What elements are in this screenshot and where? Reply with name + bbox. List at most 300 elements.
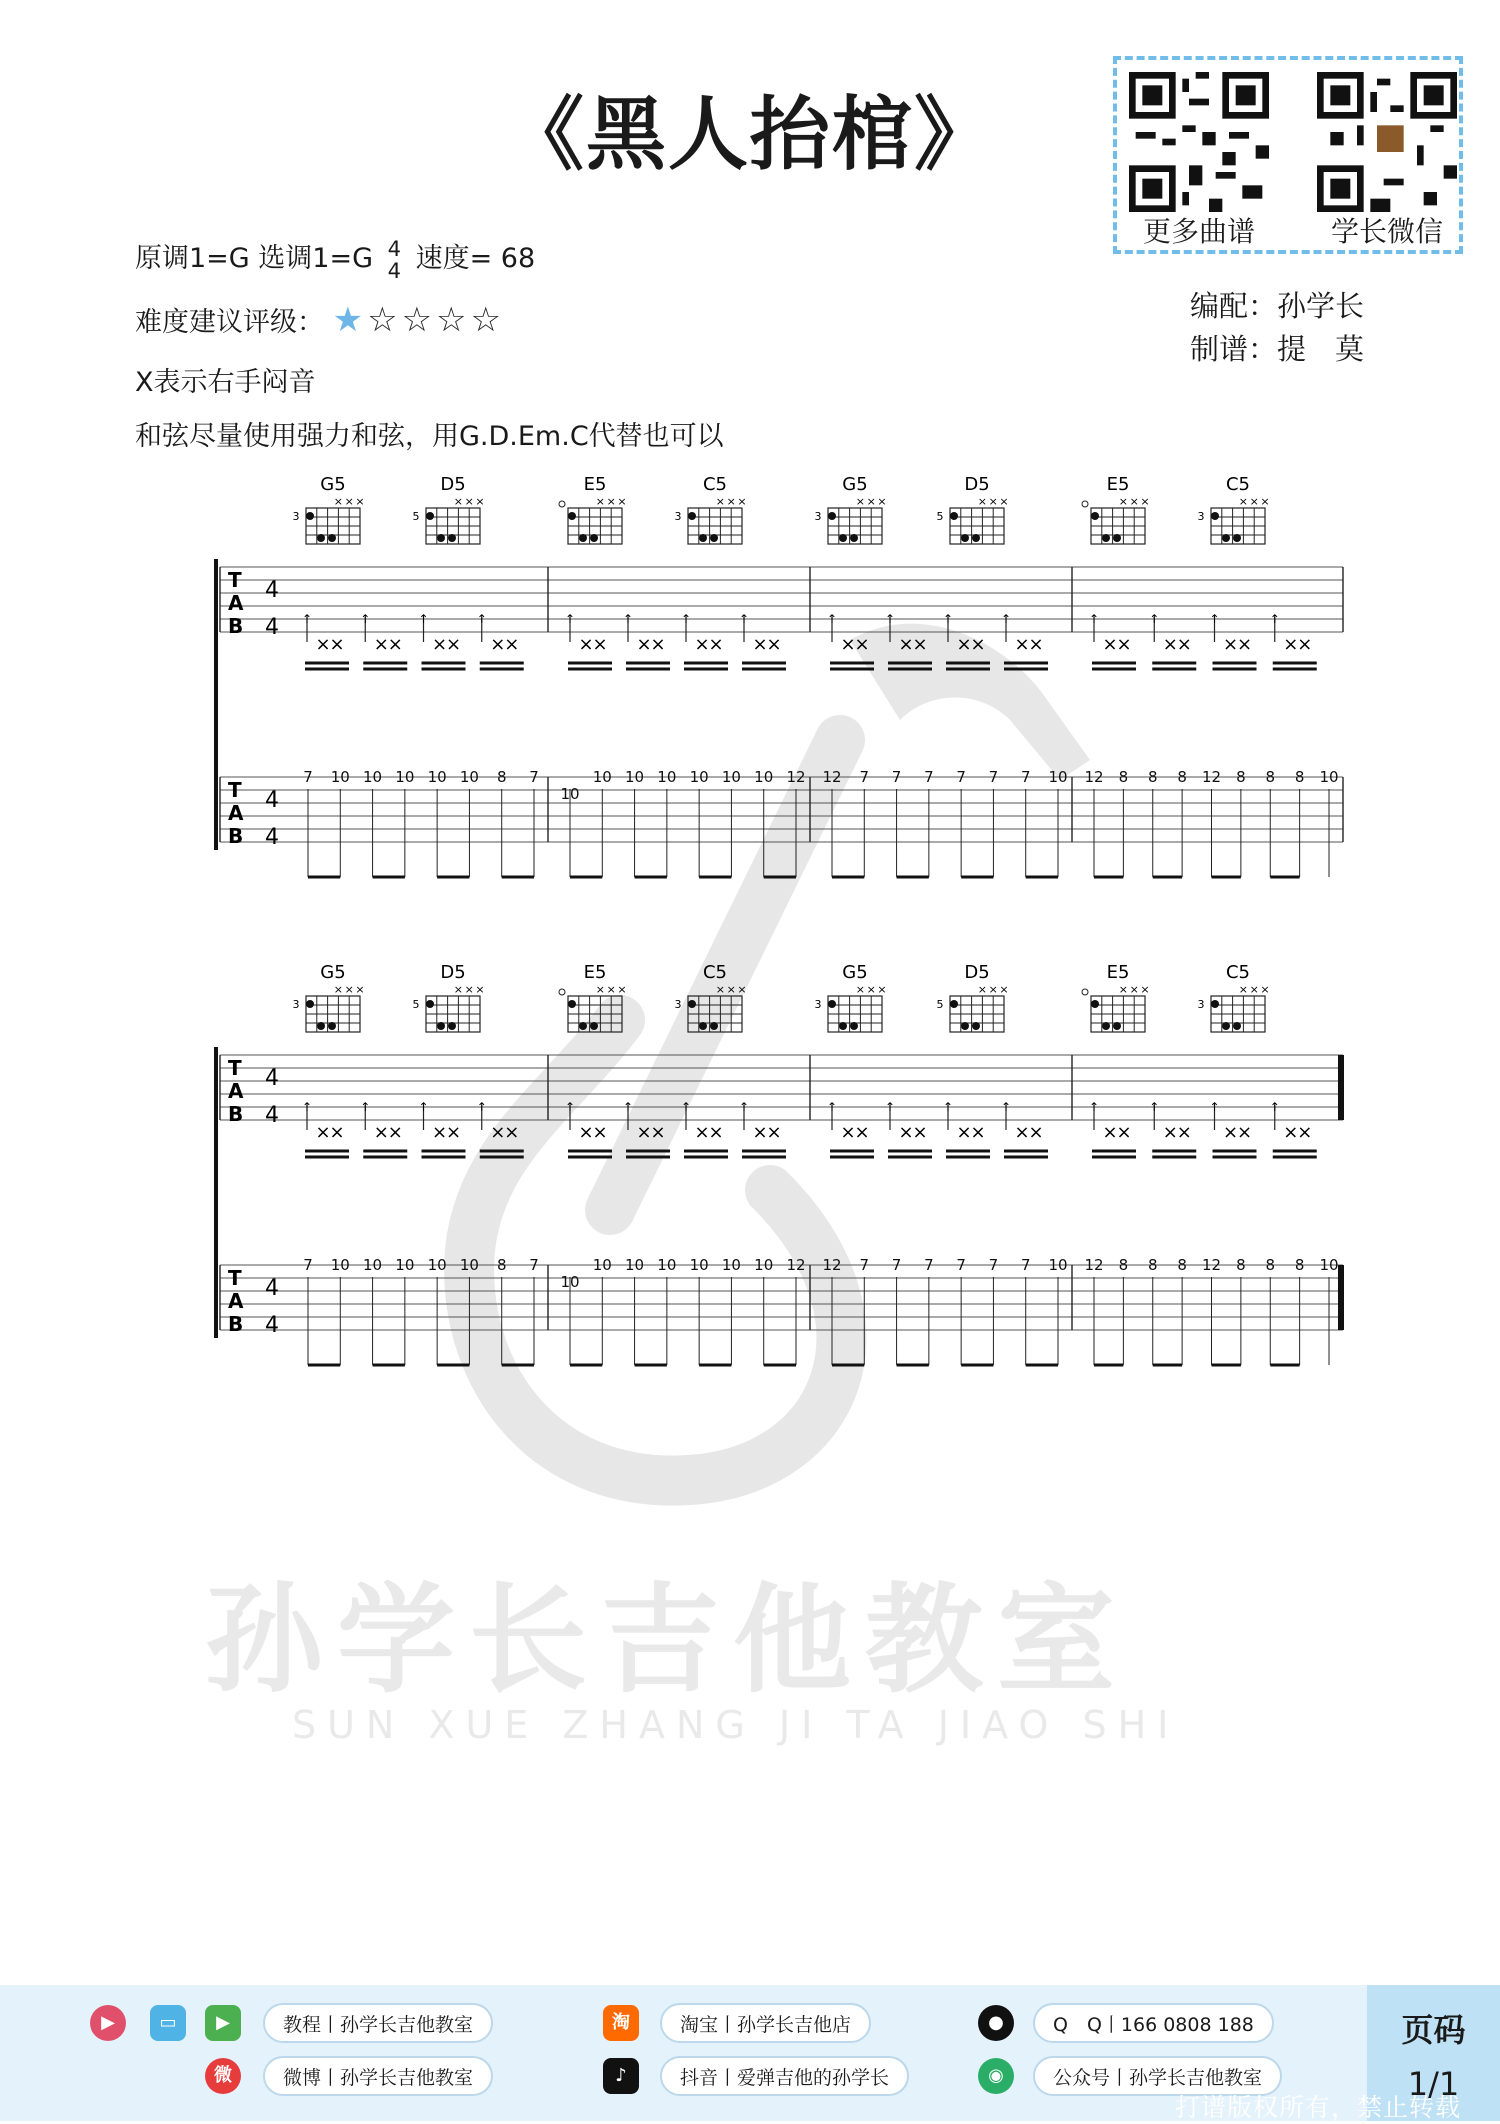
tab-fret-number: 10 bbox=[427, 768, 447, 786]
strum-arrow-icon: ↑ bbox=[301, 1100, 313, 1114]
tab-fret-number: 12 bbox=[1201, 768, 1222, 786]
arranger: 编配：孙学长 bbox=[1190, 289, 1365, 323]
chord-mute-mark: × bbox=[453, 495, 464, 508]
chord-position: 5 bbox=[936, 510, 944, 523]
chord-position: 3 bbox=[292, 998, 300, 1011]
chord-mute-mark: × bbox=[855, 983, 866, 996]
chord-position: 5 bbox=[936, 998, 944, 1011]
tab-fret-number: 10 bbox=[363, 1256, 383, 1274]
strum-arrow-icon: ↑ bbox=[1149, 612, 1160, 626]
tab-fret-number: 7 bbox=[529, 1256, 539, 1274]
chord-dot bbox=[839, 534, 847, 542]
tab-fret-number: 8 bbox=[1118, 768, 1129, 786]
chord-position: 3 bbox=[814, 998, 822, 1011]
chord-dot bbox=[317, 1022, 325, 1030]
chord-mute-mark: × bbox=[866, 495, 876, 508]
chord-dot bbox=[590, 534, 598, 542]
mute-mark: × bbox=[1014, 1122, 1030, 1143]
time-signature-number: 4 bbox=[265, 825, 279, 850]
mute-mark: × bbox=[650, 1122, 666, 1143]
mute-mark: × bbox=[1102, 634, 1118, 655]
chord-mute-mark: × bbox=[475, 495, 485, 508]
chord-position: 5 bbox=[412, 998, 420, 1011]
chord-mute-mark: × bbox=[1260, 495, 1270, 508]
chord-position: 3 bbox=[674, 998, 682, 1011]
chord-dot bbox=[1091, 1000, 1099, 1008]
chord-dot bbox=[850, 1022, 858, 1030]
chord-mute-mark: × bbox=[1129, 495, 1139, 508]
chord-position: 3 bbox=[292, 510, 300, 523]
strum-arrow-icon: ↑ bbox=[564, 612, 576, 626]
page-number: 1/1 bbox=[1407, 2065, 1460, 2103]
chord-mute-mark: × bbox=[988, 495, 998, 508]
chord-name: E5 bbox=[1106, 962, 1130, 983]
mute-mark: × bbox=[898, 634, 914, 655]
mute-mark: × bbox=[490, 1122, 506, 1143]
strum-arrow-icon: ↑ bbox=[1000, 1100, 1012, 1114]
star-empty-icon: ☆ bbox=[470, 300, 502, 340]
chord-dot bbox=[961, 1022, 969, 1030]
mute-mark: × bbox=[1162, 1122, 1178, 1143]
mute-mark: × bbox=[1222, 634, 1239, 655]
tab-fret-number: 7 bbox=[891, 1256, 902, 1274]
strum-arrow-icon: ↑ bbox=[826, 1100, 838, 1114]
mute-mark: × bbox=[708, 634, 724, 655]
tab-fret-number: 12 bbox=[822, 768, 842, 786]
tab-fret-number: 10 bbox=[560, 1273, 580, 1291]
chord-open-marker bbox=[1082, 501, 1088, 507]
transcriber: 制谱：提 莫 bbox=[1190, 332, 1365, 366]
strum-arrow-icon: ↑ bbox=[418, 1100, 429, 1114]
mute-mark: × bbox=[445, 634, 462, 655]
chord-dot bbox=[1091, 512, 1099, 520]
chord-mute-mark: × bbox=[1118, 495, 1129, 508]
mute-mark: × bbox=[315, 1122, 331, 1143]
chord-dot bbox=[1211, 512, 1219, 520]
strum-arrow-icon: ↑ bbox=[884, 1100, 896, 1114]
chord-dot bbox=[950, 512, 958, 520]
chord-name: D5 bbox=[440, 962, 466, 983]
chord-mute-mark: × bbox=[988, 983, 998, 996]
chord-dot bbox=[1233, 534, 1241, 542]
chord-mute-mark: × bbox=[344, 983, 354, 996]
mute-mark: × bbox=[1222, 1122, 1239, 1143]
tab-fret-number: 10 bbox=[1048, 1256, 1068, 1274]
chord-mute-mark: × bbox=[1118, 983, 1129, 996]
chord-mute-mark: × bbox=[737, 983, 747, 996]
tab-fret-number: 10 bbox=[592, 768, 612, 786]
tab-fret-number: 8 bbox=[1236, 768, 1246, 786]
tab-letter: A bbox=[228, 801, 244, 825]
chord-mute-mark: × bbox=[866, 983, 876, 996]
chord-name: C5 bbox=[1225, 474, 1251, 495]
chord-dot bbox=[328, 534, 336, 542]
chord-name: D5 bbox=[964, 474, 990, 495]
strum-arrow-icon: ↑ bbox=[1209, 1100, 1220, 1114]
chord-mute-mark: × bbox=[464, 983, 474, 996]
chord-dot bbox=[710, 1022, 718, 1030]
mute-mark: × bbox=[1014, 634, 1030, 655]
mute-mark: × bbox=[1028, 634, 1044, 655]
tab-fret-number: 10 bbox=[754, 1256, 774, 1274]
mute-mark: × bbox=[840, 1122, 856, 1143]
footer-qq[interactable]: Q Q丨166 0808 188 bbox=[1033, 2003, 1274, 2043]
strum-arrow-icon: ↑ bbox=[1209, 612, 1220, 626]
qr-right-label: 学长微信 bbox=[1330, 215, 1443, 248]
footer-tutorial[interactable]: 教程丨孙学长吉他教室 bbox=[263, 2003, 493, 2043]
chord-dot bbox=[972, 534, 980, 542]
strum-arrow-icon: ↑ bbox=[738, 612, 750, 626]
tab-fret-number: 10 bbox=[395, 1256, 415, 1274]
chord-mute-mark: × bbox=[977, 983, 988, 996]
chord-dot bbox=[306, 512, 314, 520]
strum-arrow-icon: ↑ bbox=[622, 612, 634, 626]
chord-dot bbox=[317, 534, 325, 542]
note-mute: X表示右手闷音 bbox=[135, 367, 316, 398]
mute-mark: × bbox=[1283, 634, 1299, 655]
strum-arrow-icon: ↑ bbox=[884, 612, 896, 626]
chord-dot bbox=[839, 1022, 847, 1030]
mute-mark: × bbox=[766, 1122, 782, 1143]
mute-mark: × bbox=[956, 634, 972, 655]
play-store-icon[interactable]: ▶ bbox=[205, 2005, 241, 2041]
time-top: 4 bbox=[387, 236, 401, 261]
chord-position: 3 bbox=[1197, 510, 1205, 523]
mute-mark: × bbox=[1297, 1122, 1313, 1143]
tab-fret-number: 10 bbox=[657, 1256, 677, 1274]
chord-mute-mark: × bbox=[1140, 495, 1150, 508]
chord-mute-mark: × bbox=[1238, 495, 1249, 508]
mute-mark: × bbox=[1102, 1122, 1118, 1143]
chord-dot bbox=[710, 534, 718, 542]
mute-mark: × bbox=[373, 634, 389, 655]
tab-letter: B bbox=[228, 1102, 244, 1126]
strum-arrow-icon: ↑ bbox=[738, 1100, 750, 1114]
tab-fret-number: 7 bbox=[859, 1256, 870, 1274]
mute-mark: × bbox=[912, 1122, 928, 1143]
tab-fret-number: 10 bbox=[625, 1256, 645, 1274]
mute-mark: × bbox=[329, 1122, 345, 1143]
chord-mute-mark: × bbox=[715, 495, 726, 508]
chord-dot bbox=[699, 534, 707, 542]
time-signature-number: 4 bbox=[265, 1313, 279, 1338]
tab-fret-number: 7 bbox=[303, 1256, 313, 1274]
chord-open-marker bbox=[559, 989, 565, 995]
chord-position: 3 bbox=[674, 510, 682, 523]
tab-letter: A bbox=[228, 1289, 244, 1313]
strum-arrow-icon: ↑ bbox=[476, 1100, 487, 1114]
chord-mute-mark: × bbox=[1249, 983, 1259, 996]
tab-fret-number: 12 bbox=[786, 768, 806, 786]
tab-fret-number: 7 bbox=[529, 768, 539, 786]
tab-fret-number: 8 bbox=[1294, 768, 1305, 786]
chord-dot bbox=[568, 512, 576, 520]
tab-fret-number: 10 bbox=[427, 1256, 447, 1274]
chord-dot bbox=[850, 534, 858, 542]
tab-fret-number: 10 bbox=[1048, 768, 1068, 786]
tab-fret-number: 12 bbox=[1084, 1256, 1104, 1274]
mute-mark: × bbox=[490, 634, 506, 655]
chord-dot bbox=[448, 534, 456, 542]
mute-mark: × bbox=[592, 634, 608, 655]
mute-mark: × bbox=[752, 1122, 768, 1143]
chord-dot bbox=[1222, 1022, 1230, 1030]
chord-dot bbox=[328, 1022, 336, 1030]
chord-name: E5 bbox=[1106, 474, 1130, 495]
mute-mark: × bbox=[636, 634, 652, 655]
tab-fret-number: 10 bbox=[625, 768, 645, 786]
watermark-pinyin: SUN XUE ZHANG JI TA JIAO SHI bbox=[292, 1703, 1180, 1747]
tab-letter: T bbox=[228, 1266, 242, 1290]
qr-left-label: 更多曲谱 bbox=[1142, 215, 1255, 248]
mute-mark: × bbox=[387, 634, 403, 655]
tab-letter: B bbox=[228, 824, 244, 848]
chord-dot bbox=[568, 1000, 576, 1008]
chord-name: G5 bbox=[842, 962, 868, 983]
key-text: 原调1=G 选调1=G bbox=[135, 243, 374, 274]
tab-fret-number: 10 bbox=[459, 768, 479, 786]
chord-dot bbox=[1102, 1022, 1110, 1030]
mute-mark: × bbox=[1176, 634, 1192, 655]
note-chords: 和弦尽量使用强力和弦，用G.D.Em.C代替也可以 bbox=[135, 421, 724, 452]
tab-fret-number: 7 bbox=[956, 768, 966, 786]
tab-fret-number: 7 bbox=[924, 1256, 934, 1274]
chord-mute-mark: × bbox=[1238, 983, 1249, 996]
tab-fret-number: 10 bbox=[459, 1256, 479, 1274]
tab-fret-number: 8 bbox=[1147, 1256, 1158, 1274]
chord-dot bbox=[1211, 1000, 1219, 1008]
tab-fret-number: 8 bbox=[1177, 1256, 1187, 1274]
strum-arrow-icon: ↑ bbox=[942, 612, 954, 626]
tab-fret-number: 12 bbox=[1084, 768, 1104, 786]
taobao-icon[interactable]: 淘 bbox=[603, 2005, 639, 2041]
mute-mark: × bbox=[694, 1122, 710, 1143]
mute-mark: × bbox=[504, 1122, 520, 1143]
chord-mute-mark: × bbox=[355, 495, 365, 508]
tab-fret-number: 10 bbox=[330, 768, 350, 786]
chord-dot bbox=[828, 1000, 836, 1008]
tab-fret-number: 10 bbox=[395, 768, 415, 786]
strum-arrow-icon: ↑ bbox=[1269, 612, 1280, 626]
mute-mark: × bbox=[1236, 634, 1253, 655]
tab-fret-number: 10 bbox=[689, 1256, 709, 1274]
chord-name: D5 bbox=[964, 962, 990, 983]
weibo-icon[interactable]: 微 bbox=[205, 2058, 241, 2094]
strum-arrow-icon: ↑ bbox=[1000, 612, 1012, 626]
mute-mark: × bbox=[1236, 1122, 1253, 1143]
chord-mute-mark: × bbox=[977, 495, 988, 508]
chord-position: 3 bbox=[814, 510, 822, 523]
chord-name: E5 bbox=[583, 962, 607, 983]
tab-fret-number: 7 bbox=[988, 768, 999, 786]
chord-position: 3 bbox=[1197, 998, 1205, 1011]
chord-dot bbox=[426, 512, 434, 520]
mute-mark: × bbox=[970, 1122, 986, 1143]
mute-mark: × bbox=[578, 634, 594, 655]
time-signature-number: 4 bbox=[265, 578, 279, 603]
chord-mute-mark: × bbox=[715, 983, 726, 996]
strum-arrow-icon: ↑ bbox=[360, 1100, 371, 1114]
chord-name: G5 bbox=[842, 474, 868, 495]
chord-dot bbox=[1113, 1022, 1121, 1030]
strum-arrow-icon: ↑ bbox=[1088, 612, 1100, 626]
mute-mark: × bbox=[1116, 634, 1132, 655]
chord-mute-mark: × bbox=[453, 983, 464, 996]
chord-mute-mark: × bbox=[1129, 983, 1139, 996]
chord-mute-mark: × bbox=[617, 983, 627, 996]
mute-mark: × bbox=[956, 1122, 972, 1143]
tempo-text: 速度= 68 bbox=[415, 243, 536, 274]
chord-dot bbox=[437, 534, 445, 542]
tab-fret-number: 7 bbox=[988, 1256, 999, 1274]
star-empty-icon: ☆ bbox=[436, 300, 467, 340]
douyin-icon[interactable]: ♪ bbox=[603, 2058, 639, 2094]
tab-fret-number: 7 bbox=[1020, 1256, 1031, 1274]
chord-dot bbox=[590, 1022, 598, 1030]
tab-fret-number: 8 bbox=[1265, 1256, 1276, 1274]
chord-dot bbox=[1222, 534, 1230, 542]
chord-name: C5 bbox=[1225, 962, 1251, 983]
tab-letter: B bbox=[228, 1312, 244, 1336]
tab-letter: A bbox=[228, 591, 244, 615]
footer-weibo[interactable]: 微博丨孙学长吉他教室 bbox=[263, 2056, 493, 2096]
chord-mute-mark: × bbox=[464, 495, 474, 508]
mute-mark: × bbox=[329, 634, 345, 655]
chord-mute-mark: × bbox=[617, 495, 627, 508]
bilibili-tv-icon[interactable]: ▭ bbox=[150, 2005, 186, 2041]
tab-fret-number: 7 bbox=[1020, 768, 1031, 786]
mute-mark: × bbox=[1176, 1122, 1192, 1143]
chord-mute-mark: × bbox=[333, 495, 344, 508]
tab-fret-number: 10 bbox=[657, 768, 677, 786]
tab-fret-number: 8 bbox=[1294, 1256, 1305, 1274]
strum-arrow-icon: ↑ bbox=[418, 612, 429, 626]
chord-name: C5 bbox=[702, 962, 728, 983]
mute-mark: × bbox=[854, 634, 870, 655]
chord-dot bbox=[579, 1022, 587, 1030]
mute-mark: × bbox=[752, 634, 768, 655]
footer-taobao[interactable]: 淘宝丨孙学长吉他店 bbox=[660, 2003, 871, 2043]
strum-arrow-icon: ↑ bbox=[1269, 1100, 1280, 1114]
chord-dot bbox=[1113, 534, 1121, 542]
strum-arrow-icon: ↑ bbox=[1088, 1100, 1100, 1114]
mute-mark: × bbox=[1297, 634, 1313, 655]
mute-mark: × bbox=[315, 634, 331, 655]
chord-dot bbox=[950, 1000, 958, 1008]
chord-name: D5 bbox=[440, 474, 466, 495]
strum-arrow-icon: ↑ bbox=[942, 1100, 954, 1114]
tab-fret-number: 8 bbox=[1147, 768, 1158, 786]
tab-fret-number: 7 bbox=[956, 1256, 966, 1274]
chord-dot bbox=[579, 534, 587, 542]
chord-open-marker bbox=[1082, 989, 1088, 995]
tab-fret-number: 10 bbox=[721, 768, 741, 786]
chord-mute-mark: × bbox=[726, 983, 736, 996]
chord-mute-mark: × bbox=[999, 495, 1009, 508]
tab-fret-number: 10 bbox=[1319, 1256, 1339, 1274]
strum-arrow-icon: ↑ bbox=[826, 612, 838, 626]
mute-mark: × bbox=[431, 634, 448, 655]
video-play-icon[interactable]: ▶ bbox=[90, 2005, 126, 2041]
chord-mute-mark: × bbox=[726, 495, 736, 508]
chord-dot bbox=[961, 534, 969, 542]
mute-mark: × bbox=[898, 1122, 914, 1143]
tab-fret-number: 10 bbox=[689, 768, 709, 786]
mute-mark: × bbox=[431, 1122, 448, 1143]
chord-mute-mark: × bbox=[606, 495, 616, 508]
chord-dot bbox=[1102, 534, 1110, 542]
time-signature-number: 4 bbox=[265, 788, 279, 813]
chord-mute-mark: × bbox=[855, 495, 866, 508]
strum-arrow-icon: ↑ bbox=[622, 1100, 634, 1114]
tab-fret-number: 10 bbox=[1319, 768, 1339, 786]
chord-mute-mark: × bbox=[355, 983, 365, 996]
chord-name: G5 bbox=[320, 474, 346, 495]
chord-dot bbox=[1233, 1022, 1241, 1030]
mute-mark: × bbox=[970, 634, 986, 655]
page-label: 页码 bbox=[1401, 2011, 1466, 2049]
chord-mute-mark: × bbox=[877, 495, 887, 508]
mute-mark: × bbox=[840, 634, 856, 655]
chord-dot bbox=[448, 1022, 456, 1030]
chord-name: G5 bbox=[320, 962, 346, 983]
chord-mute-mark: × bbox=[877, 983, 887, 996]
mute-mark: × bbox=[708, 1122, 724, 1143]
mute-mark: × bbox=[445, 1122, 462, 1143]
copyright-notice: 打谱版权所有，禁止转载 bbox=[1175, 2093, 1462, 2122]
tab-fret-number: 8 bbox=[1265, 768, 1276, 786]
mute-mark: × bbox=[578, 1122, 594, 1143]
chord-name: E5 bbox=[583, 474, 607, 495]
strum-arrow-icon: ↑ bbox=[301, 612, 313, 626]
strum-arrow-icon: ↑ bbox=[476, 612, 487, 626]
footer-douyin[interactable]: 抖音丨爱弹吉他的孙学长 bbox=[660, 2056, 909, 2096]
chord-name: C5 bbox=[702, 474, 728, 495]
tab-fret-number: 10 bbox=[754, 768, 774, 786]
wechat-icon[interactable]: ◉ bbox=[978, 2058, 1014, 2094]
tab-fret-number: 10 bbox=[363, 768, 383, 786]
chord-dot bbox=[699, 1022, 707, 1030]
strum-arrow-icon: ↑ bbox=[360, 612, 371, 626]
mute-mark: × bbox=[387, 1122, 403, 1143]
chord-dot bbox=[828, 512, 836, 520]
mute-mark: × bbox=[854, 1122, 870, 1143]
tab-fret-number: 7 bbox=[859, 768, 870, 786]
tab-letter: A bbox=[228, 1079, 244, 1103]
page-title: 《黑人抬棺》 bbox=[504, 88, 996, 181]
chord-open-marker bbox=[559, 501, 565, 507]
star-empty-icon: ☆ bbox=[401, 300, 433, 340]
tab-fret-number: 12 bbox=[1201, 1256, 1222, 1274]
tab-fret-number: 12 bbox=[786, 1256, 806, 1274]
tab-fret-number: 12 bbox=[822, 1256, 842, 1274]
time-signature-number: 4 bbox=[265, 1103, 279, 1128]
qq-penguin-icon[interactable]: ● bbox=[978, 2005, 1014, 2041]
mute-mark: × bbox=[504, 634, 520, 655]
mute-mark: × bbox=[912, 634, 928, 655]
chord-mute-mark: × bbox=[999, 983, 1009, 996]
tab-fret-number: 8 bbox=[1236, 1256, 1246, 1274]
chord-mute-mark: × bbox=[333, 983, 344, 996]
footer-wechat[interactable]: 公众号丨孙学长吉他教室 bbox=[1033, 2056, 1282, 2096]
mute-mark: × bbox=[592, 1122, 608, 1143]
tab-fret-number: 7 bbox=[891, 768, 902, 786]
tab-letter: T bbox=[228, 1056, 242, 1080]
chord-mute-mark: × bbox=[1260, 983, 1270, 996]
chord-mute-mark: × bbox=[595, 495, 606, 508]
time-signature-number: 4 bbox=[265, 1066, 279, 1091]
tab-fret-number: 7 bbox=[303, 768, 313, 786]
